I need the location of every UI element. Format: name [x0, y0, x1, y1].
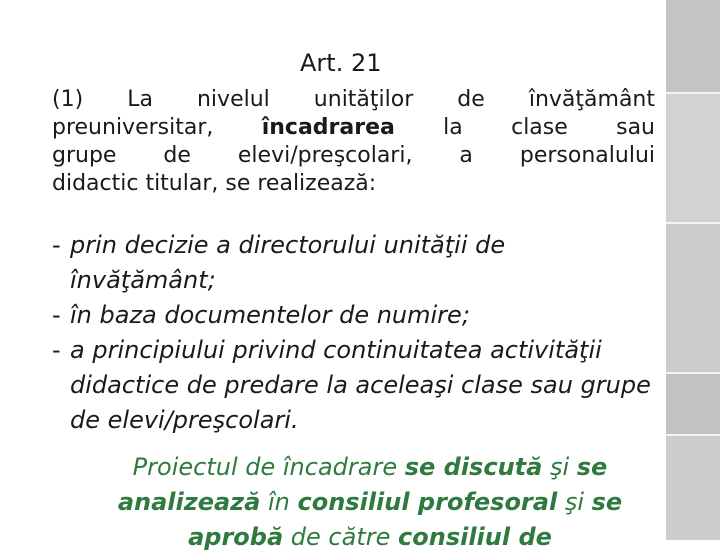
closing-emphasis: aprobă: [188, 523, 284, 551]
closing-emphasis: analizează: [117, 488, 261, 516]
closing-text: de către: [283, 523, 399, 551]
paragraph-emphasis: încadrarea: [261, 115, 395, 140]
slide-content: [52, 0, 655, 551]
bullet-dash: -: [52, 301, 61, 329]
paragraph-line: grupe de elevi/preşcolari, a personalului: [52, 143, 655, 168]
article-title: Art. 21: [300, 49, 382, 77]
paragraph-text: la clase sau: [394, 115, 655, 140]
closing-text: şi: [557, 488, 592, 516]
closing-emphasis: se: [591, 488, 623, 516]
bullet-dash: -: [52, 231, 61, 259]
bullet-text: prin decizie a directorului unităţii de învăţământ;: [70, 231, 506, 294]
paragraph-text: La nivelul unităţilor de învăţământ: [83, 87, 655, 112]
sidebar-band: [666, 0, 720, 92]
closing-text: în: [260, 488, 298, 516]
sidebar-band: [666, 372, 720, 434]
sidebar-band: [666, 434, 720, 540]
closing-text: Proiectul de încadrare: [132, 453, 405, 481]
closing-line: [80, 450, 660, 485]
bullet-list: [52, 228, 652, 438]
closing-emphasis: se: [576, 453, 608, 481]
closing-emphasis: se discută: [404, 453, 543, 481]
sidebar-divider: [666, 434, 720, 436]
sidebar-band: [666, 222, 720, 372]
sidebar-divider: [666, 372, 720, 374]
decorative-sidebar: [666, 0, 720, 540]
sidebar-band: [666, 92, 720, 222]
bullet-text: a principiului privind continuitatea activităţii didactice de predare la aceleaşi clase sau grupe de elevi/preşcolari.: [70, 336, 651, 434]
closing-statement: [80, 450, 660, 555]
list-item: [52, 333, 652, 438]
list-item: [52, 228, 652, 298]
bullet-dash: -: [52, 336, 61, 364]
paragraph-1: [52, 86, 655, 198]
sidebar-divider: [666, 222, 720, 224]
closing-line: [80, 485, 660, 520]
paragraph-number: (1): [52, 87, 84, 112]
closing-line: [80, 520, 660, 555]
paragraph-line: [52, 114, 655, 142]
closing-text: şi: [542, 453, 577, 481]
paragraph-line: didactic titular, se realizează:: [52, 171, 377, 196]
list-item: [52, 298, 652, 333]
closing-emphasis: consiliul de: [398, 523, 552, 551]
paragraph-text: preuniversitar,: [52, 115, 262, 140]
bullet-text: în baza documentelor de numire;: [70, 301, 470, 329]
closing-emphasis: consiliul profesoral: [297, 488, 558, 516]
sidebar-divider: [666, 92, 720, 94]
paragraph-line: [52, 86, 655, 114]
